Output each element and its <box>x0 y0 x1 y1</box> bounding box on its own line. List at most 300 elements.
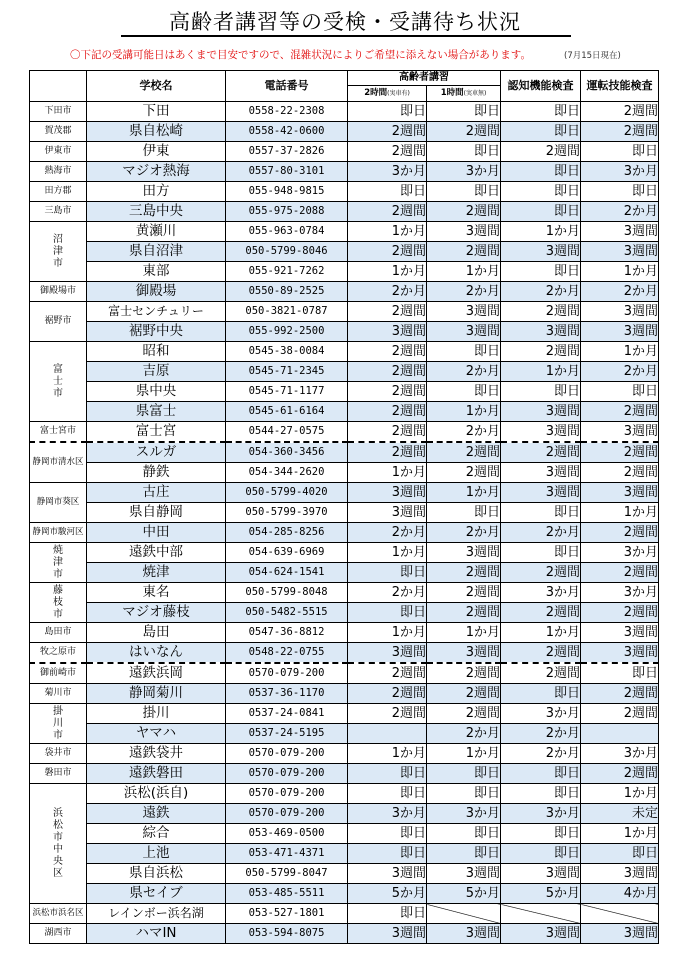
school-name: スルガ <box>87 442 226 463</box>
header-two-hour-label: 2時間 <box>364 88 388 98</box>
city-char: 藤 <box>53 584 63 596</box>
table-row <box>30 322 659 342</box>
two-hour-course-wait: 5か月 <box>348 884 427 904</box>
one-hour-course-wait: 3週間 <box>427 864 501 884</box>
header-unten: 運転技能検査 <box>581 71 659 102</box>
phone-number: 0537-24-5195 <box>226 724 348 744</box>
cognitive-test-wait: 即日 <box>501 122 581 142</box>
city-char: 士 <box>53 375 63 387</box>
two-hour-course-wait: 2週間 <box>348 142 427 162</box>
two-hour-course-wait: 即日 <box>348 824 427 844</box>
two-hour-course-wait: 2週間 <box>348 362 427 382</box>
one-hour-course-wait: 2週間 <box>427 704 501 724</box>
two-hour-course-wait: 即日 <box>348 603 427 623</box>
driving-test-wait: 即日 <box>581 182 659 202</box>
driving-test-wait: 3か月 <box>581 543 659 563</box>
one-hour-course-wait: 即日 <box>427 142 501 162</box>
phone-number: 0570-079-200 <box>226 804 348 824</box>
cognitive-test-wait: 3週間 <box>501 924 581 944</box>
school-name: 裾野中央 <box>87 322 226 342</box>
cognitive-test-wait: 2週間 <box>501 663 581 684</box>
table-row <box>30 422 659 443</box>
city-char: 央 <box>53 855 63 867</box>
driving-test-wait: 3週間 <box>581 483 659 503</box>
city-cell: 田方郡 <box>30 182 87 202</box>
table-row <box>30 724 659 744</box>
two-hour-course-wait: 3か月 <box>348 804 427 824</box>
city-cell: 袋井市 <box>30 744 87 764</box>
two-hour-course-wait: 1か月 <box>348 262 427 282</box>
driving-test-wait: 即日 <box>581 142 659 162</box>
cognitive-test-wait: 即日 <box>501 382 581 402</box>
table-row <box>30 684 659 704</box>
city-cell: 伊東市 <box>30 142 87 162</box>
phone-number: 0547-36-8812 <box>226 623 348 643</box>
driving-test-wait: 3週間 <box>581 643 659 664</box>
table-row <box>30 463 659 483</box>
cognitive-test-wait: 即日 <box>501 503 581 523</box>
phone-number: 054-624-1541 <box>226 563 348 583</box>
phone-number: 0558-42-0600 <box>226 122 348 142</box>
page-title: 高齢者講習等の受検・受講待ち状況 <box>169 10 521 34</box>
city-char: 中 <box>53 843 63 855</box>
school-name: レインボー浜名湖 <box>87 904 226 924</box>
two-hour-course-wait <box>348 724 427 744</box>
driving-test-wait: 3週間 <box>581 222 659 242</box>
school-name: 遠鉄 <box>87 804 226 824</box>
phone-number: 0570-079-200 <box>226 663 348 684</box>
city-cell: 湖西市 <box>30 924 87 944</box>
cognitive-test-wait: 3週間 <box>501 483 581 503</box>
phone-number: 054-360-3456 <box>226 442 348 463</box>
cognitive-test-wait: 3週間 <box>501 242 581 262</box>
header-ninchi: 認知機能検査 <box>501 71 581 102</box>
two-hour-course-wait: 2週間 <box>348 382 427 402</box>
one-hour-course-wait: 2週間 <box>427 242 501 262</box>
city-char: 浜 <box>53 807 63 819</box>
driving-test-wait: 2週間 <box>581 102 659 122</box>
school-name: はいなん <box>87 643 226 664</box>
table-row <box>30 202 659 222</box>
city-cell: 熱海市 <box>30 162 87 182</box>
city-cell: 賀茂郡 <box>30 122 87 142</box>
phone-number: 054-639-6969 <box>226 543 348 563</box>
school-name: 三島中央 <box>87 202 226 222</box>
city-char: 焼 <box>53 544 63 556</box>
driving-test-wait: 2週間 <box>581 463 659 483</box>
driving-test-wait: 1か月 <box>581 342 659 362</box>
table-row <box>30 824 659 844</box>
phone-number: 053-471-4371 <box>226 844 348 864</box>
city-char: 市 <box>53 257 63 269</box>
cognitive-test-wait: 3週間 <box>501 322 581 342</box>
school-name: 県自浜松 <box>87 864 226 884</box>
table-row <box>30 242 659 262</box>
table-row <box>30 744 659 764</box>
two-hour-course-wait: 2週間 <box>348 242 427 262</box>
one-hour-course-wait: 2か月 <box>427 724 501 744</box>
table-row <box>30 523 659 543</box>
cognitive-test-wait: 即日 <box>501 182 581 202</box>
phone-number: 0570-079-200 <box>226 784 348 804</box>
city-cell: 富士宮市 <box>30 422 87 443</box>
driving-test-wait: 2か月 <box>581 362 659 382</box>
phone-number: 050-5799-4020 <box>226 483 348 503</box>
driving-test-wait: 2週間 <box>581 684 659 704</box>
title-underline <box>121 35 571 37</box>
driving-test-wait: 3か月 <box>581 583 659 603</box>
city-cell <box>30 784 87 904</box>
phone-number: 053-594-8075 <box>226 924 348 944</box>
phone-number: 055-921-7262 <box>226 262 348 282</box>
two-hour-course-wait: 3週間 <box>348 503 427 523</box>
driving-test-wait: 未定 <box>581 804 659 824</box>
two-hour-course-wait: 即日 <box>348 764 427 784</box>
one-hour-course-wait: 即日 <box>427 764 501 784</box>
driving-test-wait: 2週間 <box>581 523 659 543</box>
two-hour-course-wait: 即日 <box>348 784 427 804</box>
one-hour-course-wait: 1か月 <box>427 402 501 422</box>
cognitive-test-wait: 1か月 <box>501 362 581 382</box>
school-name: 掛川 <box>87 704 226 724</box>
school-name: マジオ藤枝 <box>87 603 226 623</box>
driving-test-wait <box>581 904 659 924</box>
school-name: 遠鉄浜岡 <box>87 663 226 684</box>
one-hour-course-wait: 2週間 <box>427 202 501 222</box>
phone-number: 0570-079-200 <box>226 744 348 764</box>
two-hour-course-wait: 2週間 <box>348 684 427 704</box>
one-hour-course-wait: 2週間 <box>427 583 501 603</box>
one-hour-course-wait: 即日 <box>427 824 501 844</box>
two-hour-course-wait: 1か月 <box>348 543 427 563</box>
phone-number: 0545-71-2345 <box>226 362 348 382</box>
school-name: 中田 <box>87 523 226 543</box>
driving-test-wait: 3週間 <box>581 422 659 443</box>
driving-test-wait: 3週間 <box>581 242 659 262</box>
header-one-hour <box>427 86 501 102</box>
city-char: 枝 <box>53 596 63 608</box>
city-char: 川 <box>53 717 63 729</box>
school-name: ハマIN <box>87 924 226 944</box>
waiting-status-table <box>29 70 659 944</box>
driving-test-wait: 2週間 <box>581 704 659 724</box>
two-hour-course-wait: 2週間 <box>348 422 427 443</box>
phone-number: 053-469-0500 <box>226 824 348 844</box>
two-hour-course-wait: 2週間 <box>348 302 427 322</box>
driving-test-wait: 3週間 <box>581 302 659 322</box>
city-cell <box>30 583 87 623</box>
one-hour-course-wait: 1か月 <box>427 483 501 503</box>
one-hour-course-wait: 1か月 <box>427 744 501 764</box>
table-row <box>30 222 659 242</box>
cognitive-test-wait: 5か月 <box>501 884 581 904</box>
driving-test-wait: 1か月 <box>581 824 659 844</box>
table-row <box>30 483 659 503</box>
phone-number: 0548-22-0755 <box>226 643 348 664</box>
table-row <box>30 382 659 402</box>
two-hour-course-wait: 3か月 <box>348 162 427 182</box>
school-name: 県自松崎 <box>87 122 226 142</box>
city-cell: 島田市 <box>30 623 87 643</box>
city-char: 富 <box>53 363 63 375</box>
header-one-hour-label: 1時間 <box>440 88 464 98</box>
cognitive-test-wait: 1か月 <box>501 623 581 643</box>
school-name: ヤマハ <box>87 724 226 744</box>
school-name: 吉原 <box>87 362 226 382</box>
one-hour-course-wait: 1か月 <box>427 262 501 282</box>
driving-test-wait: 即日 <box>581 844 659 864</box>
table-row <box>30 402 659 422</box>
city-cell: 牧之原市 <box>30 643 87 664</box>
school-name: 富士センチュリー <box>87 302 226 322</box>
table-row <box>30 844 659 864</box>
table-row <box>30 122 659 142</box>
one-hour-course-wait: 2週間 <box>427 442 501 463</box>
header-one-hour-note: (実車無) <box>463 90 487 97</box>
phone-number: 050-5482-5515 <box>226 603 348 623</box>
one-hour-course-wait: 2か月 <box>427 523 501 543</box>
school-name: 上池 <box>87 844 226 864</box>
one-hour-course-wait: 3か月 <box>427 162 501 182</box>
cognitive-test-wait: 即日 <box>501 102 581 122</box>
one-hour-course-wait: 2か月 <box>427 362 501 382</box>
one-hour-course-wait: 3週間 <box>427 322 501 342</box>
driving-test-wait: 1か月 <box>581 262 659 282</box>
table-row <box>30 142 659 162</box>
cognitive-test-wait: 3か月 <box>501 804 581 824</box>
table-row <box>30 182 659 202</box>
two-hour-course-wait: 2週間 <box>348 442 427 463</box>
driving-test-wait <box>581 724 659 744</box>
table-row <box>30 784 659 804</box>
one-hour-course-wait: 3週間 <box>427 643 501 664</box>
table-row <box>30 162 659 182</box>
driving-test-wait: 3か月 <box>581 162 659 182</box>
cognitive-test-wait: 2週間 <box>501 643 581 664</box>
one-hour-course-wait: 2か月 <box>427 282 501 302</box>
city-cell <box>30 543 87 583</box>
school-name: 島田 <box>87 623 226 643</box>
two-hour-course-wait: 3週間 <box>348 643 427 664</box>
phone-number: 0544-27-0575 <box>226 422 348 443</box>
city-char: 市 <box>53 729 63 741</box>
one-hour-course-wait: 即日 <box>427 342 501 362</box>
two-hour-course-wait: 3週間 <box>348 924 427 944</box>
two-hour-course-wait: 即日 <box>348 904 427 924</box>
phone-number: 055-975-2088 <box>226 202 348 222</box>
phone-number: 054-285-8256 <box>226 523 348 543</box>
one-hour-course-wait: 2週間 <box>427 463 501 483</box>
city-char: 区 <box>53 867 63 879</box>
school-name: 田方 <box>87 182 226 202</box>
driving-test-wait: 3週間 <box>581 924 659 944</box>
table-row <box>30 663 659 684</box>
city-cell: 浜松市浜名区 <box>30 904 87 924</box>
table-row <box>30 543 659 563</box>
one-hour-course-wait: 即日 <box>427 102 501 122</box>
table-row <box>30 282 659 302</box>
phone-number: 0537-24-0841 <box>226 704 348 724</box>
two-hour-course-wait: 2週間 <box>348 663 427 684</box>
phone-number: 0545-71-1177 <box>226 382 348 402</box>
driving-test-wait: 2週間 <box>581 122 659 142</box>
phone-number: 053-485-5511 <box>226 884 348 904</box>
phone-number: 0545-61-6164 <box>226 402 348 422</box>
table-row <box>30 904 659 924</box>
table-row <box>30 362 659 382</box>
two-hour-course-wait: 1か月 <box>348 744 427 764</box>
city-char: 市 <box>53 831 63 843</box>
city-cell <box>30 704 87 744</box>
phone-number: 0558-22-2308 <box>226 102 348 122</box>
two-hour-course-wait: 即日 <box>348 182 427 202</box>
phone-number: 053-527-1801 <box>226 904 348 924</box>
school-name: 古庄 <box>87 483 226 503</box>
header-city <box>30 71 87 102</box>
driving-test-wait: 3週間 <box>581 623 659 643</box>
phone-number: 055-992-2500 <box>226 322 348 342</box>
cognitive-test-wait: 2か月 <box>501 724 581 744</box>
phone-number: 0570-079-200 <box>226 764 348 784</box>
cognitive-test-wait: 2週間 <box>501 563 581 583</box>
phone-number: 055-948-9815 <box>226 182 348 202</box>
city-char: 松 <box>53 819 63 831</box>
city-char: 沼 <box>53 233 63 245</box>
one-hour-course-wait: 2週間 <box>427 603 501 623</box>
one-hour-course-wait: 3週間 <box>427 543 501 563</box>
city-cell: 三島市 <box>30 202 87 222</box>
driving-test-wait: 2週間 <box>581 563 659 583</box>
table-row <box>30 603 659 623</box>
city-cell: 御前崎市 <box>30 663 87 684</box>
two-hour-course-wait: 1か月 <box>348 623 427 643</box>
notice-text: 〇下記の受講可能日はあくまで目安ですので、混雑状況によりご希望に添えない場合があります。 <box>70 49 531 61</box>
school-name: 黄瀬川 <box>87 222 226 242</box>
school-name: 県セイブ <box>87 884 226 904</box>
one-hour-course-wait: 2か月 <box>427 422 501 443</box>
phone-number: 0557-80-3101 <box>226 162 348 182</box>
cognitive-test-wait: 1か月 <box>501 222 581 242</box>
table-row <box>30 503 659 523</box>
table-row <box>30 884 659 904</box>
driving-test-wait: 4か月 <box>581 884 659 904</box>
cognitive-test-wait: 2週間 <box>501 442 581 463</box>
table-row <box>30 302 659 322</box>
one-hour-course-wait: 即日 <box>427 503 501 523</box>
phone-number: 0537-36-1170 <box>226 684 348 704</box>
header-two-hour-note: (実車有) <box>387 90 410 97</box>
school-name: 遠鉄中部 <box>87 543 226 563</box>
cognitive-test-wait: 即日 <box>501 202 581 222</box>
school-name: 富士宮 <box>87 422 226 443</box>
cognitive-test-wait: 即日 <box>501 784 581 804</box>
school-name: マジオ熱海 <box>87 162 226 182</box>
driving-test-wait: 2か月 <box>581 202 659 222</box>
school-name: 県富士 <box>87 402 226 422</box>
cognitive-test-wait: 即日 <box>501 684 581 704</box>
driving-test-wait: 即日 <box>581 382 659 402</box>
cognitive-test-wait: 3か月 <box>501 704 581 724</box>
one-hour-course-wait: 2週間 <box>427 563 501 583</box>
one-hour-course-wait: 3週間 <box>427 222 501 242</box>
school-name: 静岡菊川 <box>87 684 226 704</box>
city-cell <box>30 222 87 282</box>
two-hour-course-wait: 2か月 <box>348 523 427 543</box>
school-name: 浜松(浜自) <box>87 784 226 804</box>
table-row <box>30 643 659 664</box>
table-row <box>30 102 659 122</box>
driving-test-wait: 3か月 <box>581 744 659 764</box>
cognitive-test-wait: 3か月 <box>501 583 581 603</box>
city-char: 津 <box>53 556 63 568</box>
cognitive-test-wait: 2週間 <box>501 302 581 322</box>
school-name: 東部 <box>87 262 226 282</box>
one-hour-course-wait: 5か月 <box>427 884 501 904</box>
table-row <box>30 563 659 583</box>
two-hour-course-wait: 2週間 <box>348 402 427 422</box>
two-hour-course-wait: 1か月 <box>348 222 427 242</box>
one-hour-course-wait: 2週間 <box>427 122 501 142</box>
school-name: 焼津 <box>87 563 226 583</box>
driving-test-wait: 2週間 <box>581 764 659 784</box>
header-phone: 電話番号 <box>226 71 348 102</box>
phone-number: 050-3821-0787 <box>226 302 348 322</box>
one-hour-course-wait: 即日 <box>427 382 501 402</box>
city-char: 市 <box>53 568 63 580</box>
school-name: 遠鉄磐田 <box>87 764 226 784</box>
table-row <box>30 924 659 944</box>
school-name: 県自静岡 <box>87 503 226 523</box>
two-hour-course-wait: 2週間 <box>348 704 427 724</box>
school-name: 綜合 <box>87 824 226 844</box>
phone-number: 055-963-0784 <box>226 222 348 242</box>
city-cell: 御殿場市 <box>30 282 87 302</box>
driving-test-wait: 1か月 <box>581 503 659 523</box>
one-hour-course-wait: 1か月 <box>427 623 501 643</box>
school-name: 下田 <box>87 102 226 122</box>
two-hour-course-wait: 2週間 <box>348 202 427 222</box>
two-hour-course-wait: 即日 <box>348 102 427 122</box>
city-cell: 磐田市 <box>30 764 87 784</box>
city-cell <box>30 342 87 422</box>
phone-number: 050-5799-8046 <box>226 242 348 262</box>
city-char: 掛 <box>53 705 63 717</box>
cognitive-test-wait: 2か月 <box>501 523 581 543</box>
cognitive-test-wait: 3週間 <box>501 864 581 884</box>
cognitive-test-wait: 2週間 <box>501 342 581 362</box>
header-two-hour <box>348 86 427 102</box>
one-hour-course-wait: 3週間 <box>427 302 501 322</box>
cognitive-test-wait <box>501 904 581 924</box>
table-row <box>30 262 659 282</box>
two-hour-course-wait: 2週間 <box>348 342 427 362</box>
table-row <box>30 704 659 724</box>
city-cell: 静岡市駿河区 <box>30 523 87 543</box>
driving-test-wait: 3週間 <box>581 864 659 884</box>
cognitive-test-wait: 即日 <box>501 824 581 844</box>
two-hour-course-wait: 即日 <box>348 844 427 864</box>
table-row <box>30 864 659 884</box>
phone-number: 054-344-2620 <box>226 463 348 483</box>
phone-number: 050-5799-8047 <box>226 864 348 884</box>
table-row <box>30 342 659 362</box>
cognitive-test-wait: 3週間 <box>501 402 581 422</box>
school-name: 県自沼津 <box>87 242 226 262</box>
driving-test-wait: 2週間 <box>581 603 659 623</box>
cognitive-test-wait: 2か月 <box>501 282 581 302</box>
city-cell: 下田市 <box>30 102 87 122</box>
one-hour-course-wait: 即日 <box>427 784 501 804</box>
